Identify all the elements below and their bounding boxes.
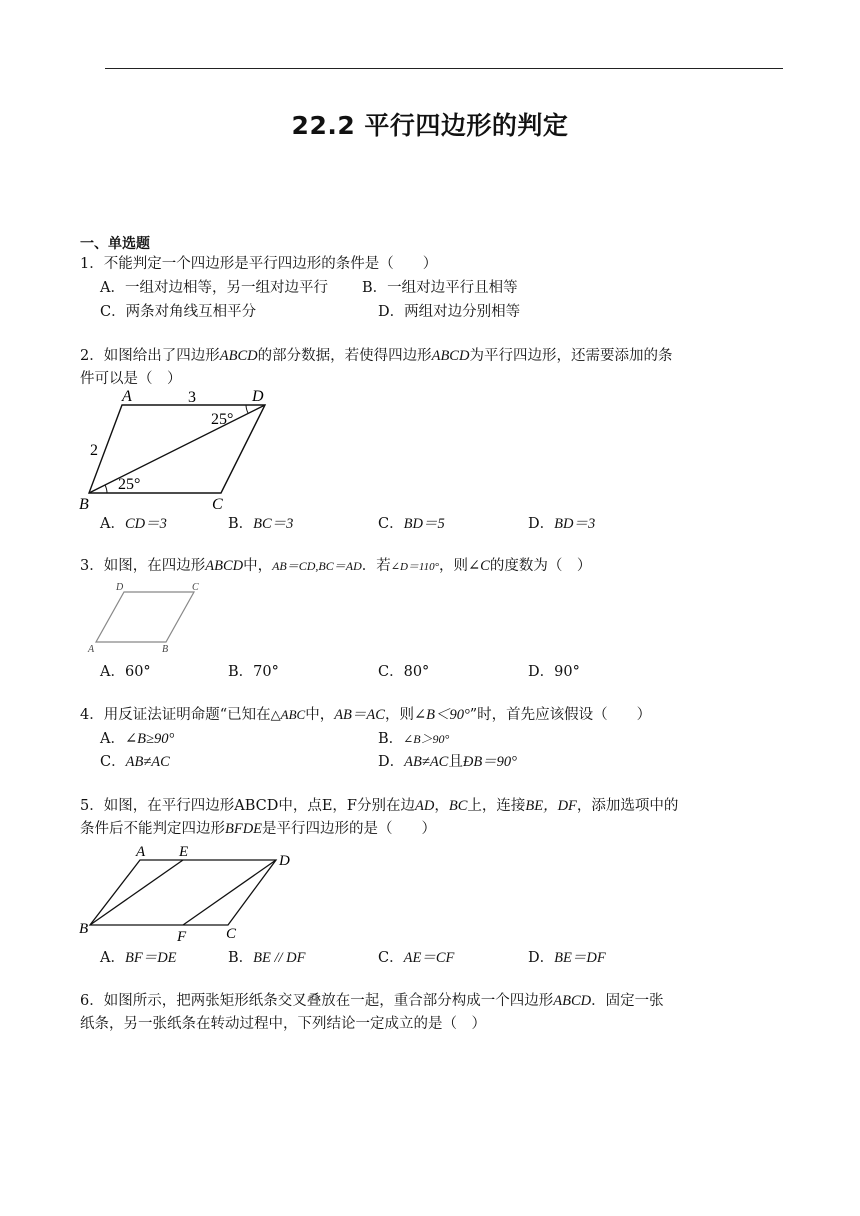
vertex-d-label: D [116, 582, 124, 593]
question-2-option-b: B．BC＝3 [228, 516, 294, 532]
question-1-stem: 1．不能判定一个四边形是平行四边形的条件是（ ） [80, 256, 438, 272]
point-e-label: E [179, 844, 189, 860]
question-2-option-c: C．BD＝5 [378, 516, 445, 532]
question-2-option-a: A．CD＝3 [100, 516, 167, 532]
vertex-a-label: A [122, 388, 132, 405]
segment-df [183, 860, 276, 925]
vertex-d-label: D [279, 853, 290, 869]
vertex-c-label: C [212, 496, 223, 513]
vertex-b-label: B [79, 921, 89, 937]
angle-b-label: 25° [118, 476, 141, 493]
vertex-a-label: A [136, 844, 146, 860]
diagonal-bd [89, 405, 265, 493]
header-rule [105, 68, 783, 69]
vertex-c-label: C [192, 582, 199, 593]
point-f-label: F [177, 929, 187, 945]
vertex-c-label: C [226, 926, 237, 942]
angle-d-arc [246, 405, 248, 413]
quad-abcd: ABCD [219, 348, 258, 364]
question-4-option-c: C．AB≠AC [100, 754, 170, 770]
question-3-option-b: B．70° [228, 664, 279, 680]
question-6-stem-line-2: 纸条，另一张纸条在转动过程中，下列结论一定成立的是（ ） [80, 1016, 486, 1032]
side-ab-label: 2 [90, 442, 98, 459]
question-1-option-d: D．两组对边分别相等 [378, 304, 521, 320]
vertex-d-label: D [252, 388, 264, 405]
vertex-b-label: B [79, 496, 89, 513]
angle-b-arc [105, 485, 107, 493]
question-6-stem-line-1: 6．如图所示，把两张矩形纸条交叉叠放在一起，重合部分构成一个四边形ABCD．固定一张 [80, 993, 664, 1009]
question-5-option-d: D．BE＝DF [528, 950, 606, 966]
segment-be [90, 860, 183, 925]
question-2-option-d: D．BD＝3 [528, 516, 596, 532]
side-ad-label: 3 [188, 389, 196, 406]
question-4-stem: 4．用反证法证明命题“已知在△ABC中，AB＝AC，则∠B＜90°”时，首先应该假设（ ） [80, 707, 652, 723]
question-4-option-a: A．∠B≥90° [100, 731, 175, 747]
question-1-option-b: B．一组对边平行且相等 [362, 280, 518, 296]
question-5-option-b: B．BE // DF [228, 950, 306, 966]
question-4-option-b: B．∠B＞90° [378, 731, 450, 747]
question-3-option-a: A．60° [100, 664, 151, 680]
question-3-stem: 3．如图，在四边形ABCD中，AB＝CD,BC＝AD．若∠D＝110°，则∠C的度数为（ ） [80, 558, 592, 574]
vertex-b-label: B [162, 644, 169, 655]
question-2-stem-line-2: 件可以是（ ） [80, 371, 182, 387]
page-title: 22.2 平行四边形的判定 [291, 111, 569, 140]
question-5-figure [76, 838, 301, 948]
parallelogram-outline [96, 592, 194, 642]
question-1-option-c: C．两条对角线互相平分 [100, 304, 257, 320]
question-5-option-a: A．BF＝DE [100, 950, 177, 966]
angle-d-label: 25° [211, 411, 234, 428]
question-5-stem-line-2: 条件后不能判定四边形BFDE是平行四边形的是（ ） [80, 821, 437, 837]
quad-abcd: ABCD [431, 348, 470, 364]
question-5-stem-line-1: 5．如图，在平行四边形ABCD中，点E，F分别在边AD，BC上，连接BE，DF，添加选项中的 [80, 798, 679, 814]
question-3-option-d: D．90° [528, 664, 580, 680]
parallelogram-outline [90, 860, 276, 925]
question-2-figure [76, 385, 281, 515]
question-3-figure [84, 580, 204, 658]
question-3-option-c: C．80° [378, 664, 430, 680]
section-heading: 一、单选题 [80, 236, 150, 252]
vertex-a-label: A [88, 644, 95, 655]
question-1-option-a: A．一组对边相等，另一组对边平行 [100, 280, 328, 296]
question-5-option-c: C．AE＝CF [378, 950, 455, 966]
question-4-option-d: D．AB≠AC且ÐB＝90° [378, 754, 517, 770]
question-2-stem-line-1: 2．如图给出了四边形ABCD的部分数据，若使得四边形ABCD为平行四边形，还需要添加的条 [80, 348, 673, 364]
